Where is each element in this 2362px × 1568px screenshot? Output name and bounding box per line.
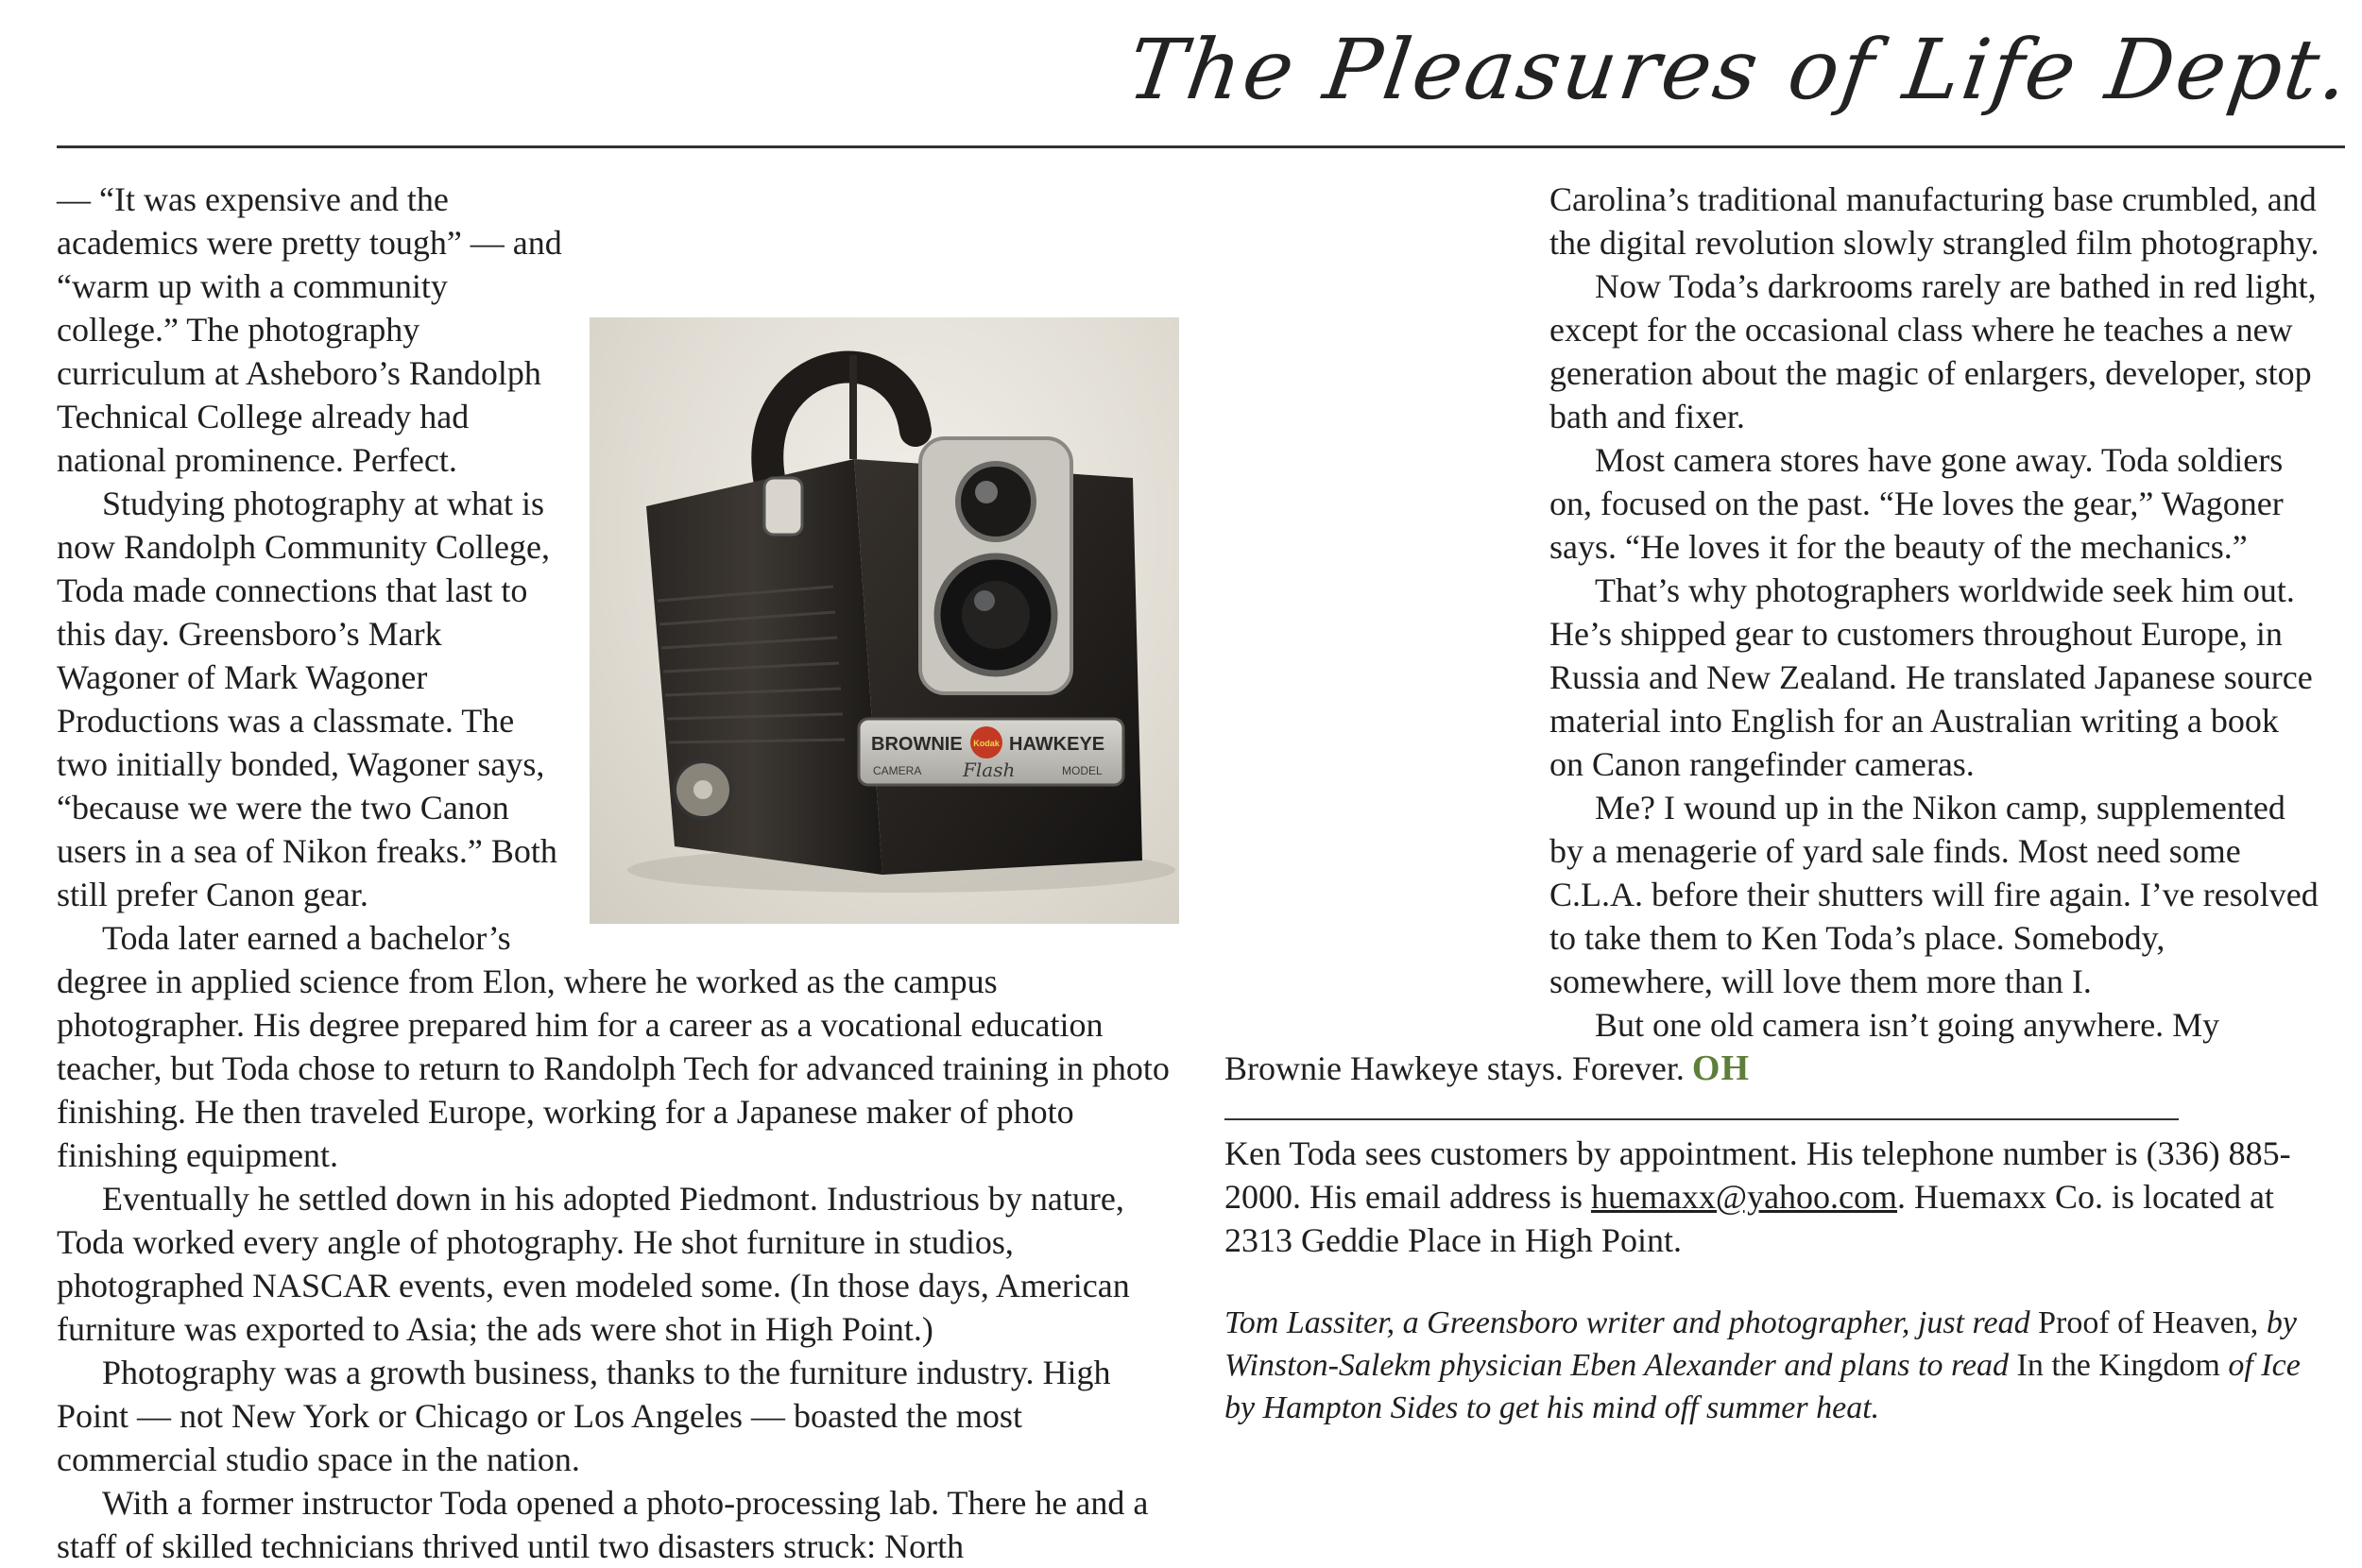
right-column [1224, 178, 2320, 1429]
left-column [57, 178, 1172, 1568]
plate-sub-mid-text: Flash [963, 758, 1016, 781]
right-paragraph-2: Now Toda’s darkrooms rarely are bathed in red light, except for the occasional class where he teaches a new generation about the magic of enlargers, developer, stop bath and fixer. [1549, 267, 2317, 435]
info-text-before: Ken Toda sees customers by appointment. His telephone number is (336) 885-2000. His email address is [1224, 1134, 2291, 1216]
plate-sub-left-text: CAMERA [873, 764, 922, 777]
closing-sentence: But one old camera isn’t going anywhere. My Brownie Hawkeye stays. Forever. [1224, 1006, 2220, 1087]
department-title: The Pleasures of Life Dept. [1121, 21, 2357, 118]
info-text-after: . Huemaxx Co. is located at 2313 Geddie Place in High Point. [1224, 1178, 2274, 1259]
info-rule [1224, 1118, 2179, 1120]
left-paragraph-6: With a former instructor Toda opened a photo-processing lab. There he and a staff of skilled technicians thrived until two disasters struck: North [57, 1484, 1149, 1565]
email-link[interactable]: huemaxx@yahoo.com [1590, 1178, 1898, 1216]
plate-sub-right-text: MODEL [1062, 764, 1103, 777]
right-paragraph-1: Carolina’s traditional manufacturing base crumbled, and the digital revolution slowly strangled film photography. [1549, 180, 2319, 262]
camera-photo [590, 317, 1179, 924]
bio-part-2: by Winston-Salekm physician Eben Alexander and plans to read [1224, 1305, 2297, 1383]
plate-right-text: HAWKEYE [1009, 734, 1105, 755]
plate-left-text: BROWNIE [871, 734, 963, 755]
author-bio [1224, 1302, 2320, 1429]
right-paragraph-5: Me? I wound up in the Nikon camp, supplemented by a menagerie of yard sale finds. Most need some C.L.A. before their shutters will fire again. I’ve resolved to take them to Ken Toda’s place. Somebody, somewhere, will love them more than I. [1549, 789, 2319, 1000]
end-mark: OH [1691, 1048, 1751, 1088]
bio-part-1: Tom Lassiter, a Greensboro writer and photographer, just read [1224, 1305, 2039, 1340]
plate-badge-text: Kodak [973, 739, 1000, 748]
left-paragraph-2: Studying photography at what is now Randolph Community College, Toda made connections that last to this day. Greensboro’s Mark Wagoner of Mark Wagoner Productions was a classmate. The two initially bonded, Wagoner says, “because we were the two Canon users in a sea of Nikon freaks.” Both still prefer Canon gear. [57, 485, 557, 913]
header-rule [57, 145, 2345, 148]
bio-part-3: of Ice by Hampton Sides to get his mind off summer heat. [1224, 1348, 2301, 1425]
left-paragraph-1: — “It was expensive and the academics were pretty tough” — and “warm up with a community college.” The photography curriculum at Asheboro’s Randolph Technical College already had national prominence. Perfect. [57, 180, 562, 479]
left-paragraph-3: Toda later earned a bachelor’s degree in applied science from Elon, where he worked as the campus photographer. His degree prepared him for a career as a vocational education teacher, but Toda chose to return to Randolph Tech for advanced training in photo finishing. He then traveled Europe, working for a Japanese maker of photo finishing equipment. [57, 919, 1170, 1174]
right-paragraph-4: That’s why photographers worldwide seek him out. He’s shipped gear to customers throughout Europe, in Russia and New Zealand. He translated Japanese source material into English for an Australian writing a book on Canon rangefinder cameras. [1549, 571, 2313, 783]
info-box [1224, 1132, 2320, 1262]
left-paragraph-5: Photography was a growth business, thanks to the furniture industry. High Point — not New York or Chicago or Los Angeles — boasted the most commercial studio space in the nation. [57, 1354, 1111, 1478]
left-paragraph-4: Eventually he settled down in his adopted Piedmont. Industrious by nature, Toda worked every angle of photography. He shot furniture in studios, photographed NASCAR events, even modeled some. (In those days, American furniture was exported to Asia; the ads were shot in High Point.) [57, 1180, 1130, 1348]
bio-book-2: In the Kingdom [2016, 1348, 2220, 1383]
right-paragraph-3: Most camera stores have gone away. Toda soldiers on, focused on the past. “He loves the gear,” Wagoner says. “He loves it for the beauty of the mechanics.” [1549, 441, 2284, 566]
photo-wrap-space [1224, 264, 1536, 1030]
bio-book-1: Proof of Heaven, [2038, 1305, 2259, 1340]
